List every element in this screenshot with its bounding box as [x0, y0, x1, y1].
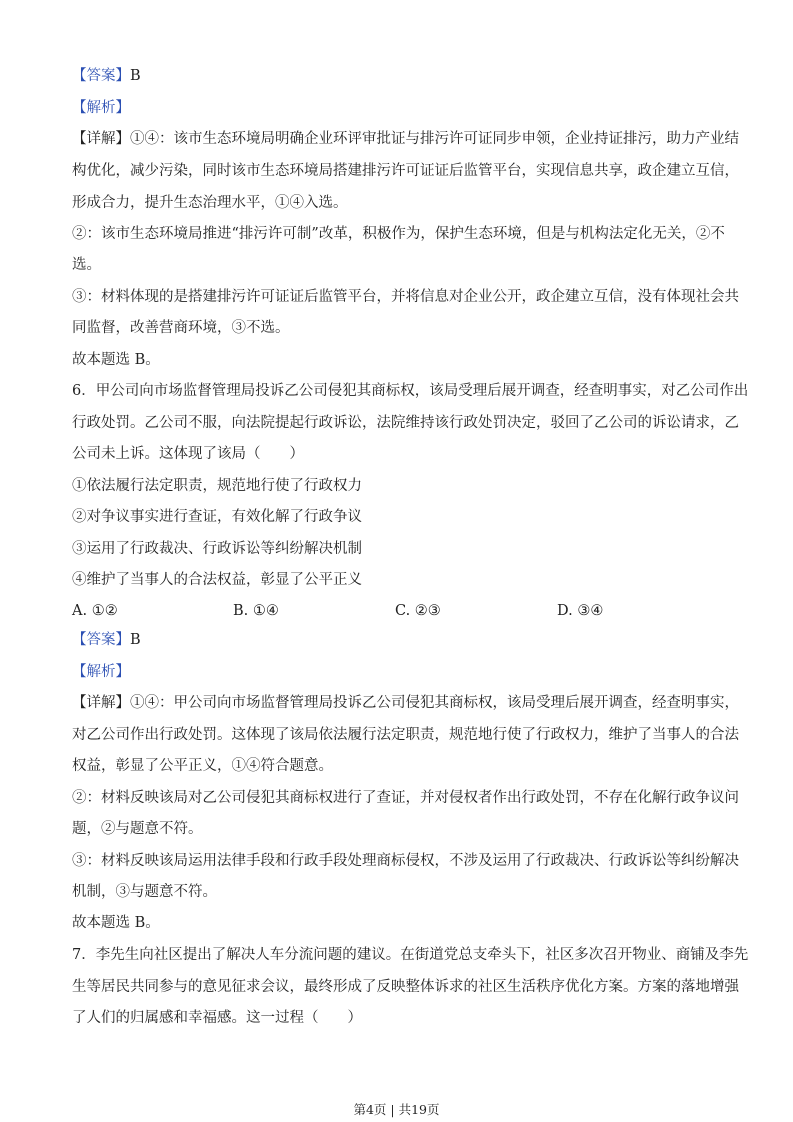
- question-stem: 了人们的归属感和幸福感。这一过程（ ）: [72, 1010, 362, 1026]
- answer-tag: 【答案】: [72, 632, 130, 648]
- option-b: B. ①④: [233, 603, 279, 619]
- detail-text: 题，②与题意不符。: [72, 821, 203, 837]
- page-footer: 第4页 | 共19页: [353, 1102, 440, 1117]
- detail-text: 同监督，改善营商环境，③不选。: [72, 320, 290, 336]
- question-stem: 7．李先生向社区提出了解决人车分流问题的建议。在街道党总支牵头下，社区多次召开物业、商铺及李先: [72, 947, 749, 963]
- detail-text: ①④：该市生态环境局明确企业环评审批证与排污许可证同步申领，企业持证排污，助力产业结: [130, 131, 739, 147]
- option-c: C. ②③: [395, 603, 441, 619]
- analysis-tag: 【解析】: [72, 100, 130, 116]
- detail-text: 权益，彰显了公平正义，①④符合题意。: [72, 758, 333, 774]
- detail-text: 选。: [72, 257, 101, 273]
- statement: ①依法履行法定职责，规范地行使了行政权力: [72, 478, 362, 494]
- detail-tag: 【详解】: [72, 695, 130, 711]
- conclusion: 故本题选 B。: [72, 352, 160, 368]
- detail-text: ①④：甲公司向市场监督管理局投诉乙公司侵犯其商标权，该局受理后展开调查，经查明事实，: [130, 695, 739, 711]
- conclusion: 故本题选 B。: [72, 915, 160, 931]
- analysis-tag: 【解析】: [72, 664, 130, 680]
- question-stem: 行政处罚。乙公司不服，向法院提起行政诉讼，法院维持该行政处罚决定，驳回了乙公司的诉讼请求，乙: [72, 415, 739, 431]
- detail-text: 构优化，减少污染，同时该市生态环境局搭建排污许可证证后监管平台，实现信息共享，政企建立互信，: [72, 163, 739, 179]
- detail-line: [72, 693, 739, 713]
- answer-tag: 【答案】: [72, 68, 130, 84]
- detail-text: ③：材料体现的是搭建排污许可证证后监管平台，并将信息对企业公开，政企建立互信，没有体现社会共: [72, 289, 739, 305]
- question-stem: 6．甲公司向市场监督管理局投诉乙公司侵犯其商标权，该局受理后展开调查，经查明事实，对乙公司作出: [72, 383, 749, 399]
- detail-text: 机制，③与题意不符。: [72, 884, 217, 900]
- detail-text: 形成合力，提升生态治理水平，①④入选。: [72, 195, 348, 211]
- option-d: D. ③④: [557, 603, 604, 619]
- option-a: A. ①②: [72, 603, 118, 619]
- detail-text: ②：该市生态环境局推进“排污许可制”改革，积极作为，保护生态环境，但是与机构法定化无关，②不: [72, 226, 725, 242]
- detail-text: 对乙公司作出行政处罚。这体现了该局依法履行法定职责，规范地行使了行政权力，维护了当事人的合法: [72, 727, 739, 743]
- statement: ③运用了行政裁决、行政诉讼等纠纷解决机制: [72, 541, 362, 557]
- answer-line-1: [72, 66, 722, 86]
- answer-value: B: [130, 68, 141, 84]
- answer-line-2: [72, 630, 722, 650]
- statement: ②对争议事实进行查证，有效化解了行政争议: [72, 509, 362, 525]
- answer-value: B: [130, 632, 141, 648]
- question-stem: 生等居民共同参与的意见征求会议，最终形成了反映整体诉求的社区生活秩序优化方案。方案的落地增强: [72, 979, 739, 995]
- detail-tag: 【详解】: [72, 131, 130, 147]
- detail-text: ③：材料反映该局运用法律手段和行政手段处理商标侵权，不涉及运用了行政裁决、行政诉讼等纠纷解决: [72, 853, 739, 869]
- question-stem: 公司未上诉。这体现了该局（ ）: [72, 446, 304, 462]
- detail-line: [72, 129, 739, 149]
- detail-text: ②：材料反映该局对乙公司侵犯其商标权进行了查证，并对侵权者作出行政处罚，不存在化解行政争议问: [72, 790, 739, 806]
- statement: ④维护了当事人的合法权益，彰显了公平正义: [72, 572, 362, 588]
